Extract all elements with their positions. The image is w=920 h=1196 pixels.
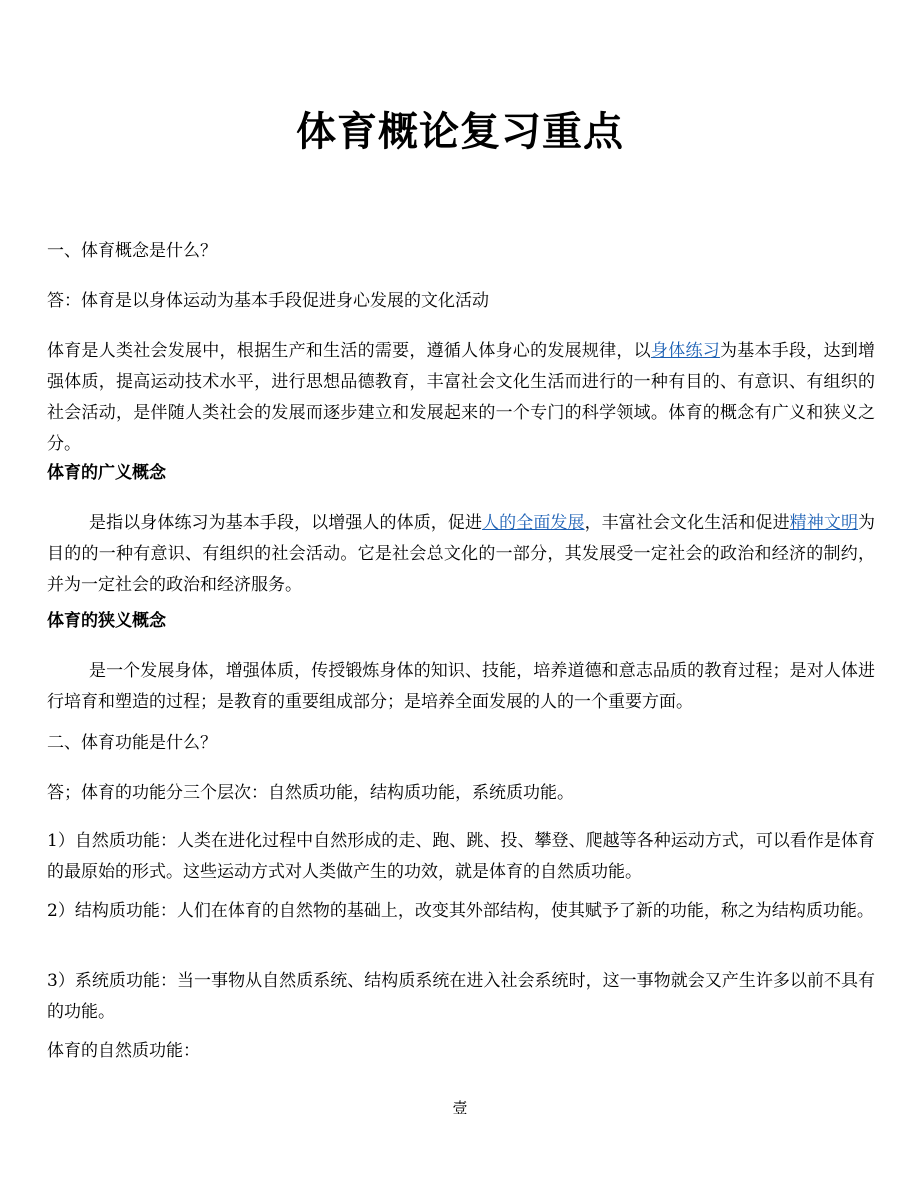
link-all-round-development[interactable]: 人的全面发展: [482, 513, 585, 533]
answer-1: 答：体育是以身体运动为基本手段促进身心发展的文化活动: [47, 291, 489, 311]
document-title: 体育概论复习重点: [296, 108, 624, 155]
answer-2: 答；体育的功能分三个层次：自然质功能，结构质功能，系统质功能。: [47, 783, 574, 803]
page-number: 壹: [452, 1099, 468, 1117]
question-2: 二、体育功能是什么？: [47, 733, 217, 753]
paragraph-text: 体育是人类社会发展中，根据生产和生活的需要，遵循人体身心的发展规律，以: [47, 341, 651, 361]
question-1: 一、体育概念是什么？: [47, 241, 217, 261]
paragraph-text: ，丰富社会文化生活和促进: [584, 513, 790, 533]
paragraph-definition: [47, 336, 875, 460]
paragraph-text: 为基本手段，达到增强体质，提高运动技术水平，进行思想品德教育，丰富社会文化生活而进行的一种有目的、有意识、有组织的社会活动，是伴随人类社会的发展而逐步建立和发展起来的一个专门的科学领域。体育的概念有广义和狭义之分。: [47, 341, 876, 454]
function-structural: 2）结构质功能：人们在体育的自然物的基础上，改变其外部结构，使其赋予了新的功能，称之为结构质功能。: [47, 901, 874, 921]
paragraph-broad-concept: [47, 508, 875, 601]
function-natural: 1）自然质功能：人类在进化过程中自然形成的走、跑、跳、投、攀登、爬越等各种运动方式，可以看作是体育的最原始的形式。这些运动方式对人类做产生的功效，就是体育的自然质功能。: [47, 831, 875, 882]
function-systemic: 3）系统质功能：当一事物从自然质系统、结构质系统在进入社会系统时，这一事物就会又产生许多以前不具有的功能。: [47, 971, 875, 1022]
link-spiritual-civilization[interactable]: 精神文明: [789, 513, 859, 533]
link-physical-exercise[interactable]: 身体练习: [650, 341, 720, 361]
heading-broad-concept: 体育的广义概念: [47, 463, 166, 483]
paragraph-text: 为目的的一种有意识、有组织的社会活动。它是社会总文化的一部分，其发展受一定社会的政治和经济的制约，并为一定社会的政治和经济服务。: [47, 513, 876, 595]
heading-natural-function: 体育的自然质功能：: [47, 1041, 200, 1061]
paragraph-text: 是指以身体练习为基本手段，以增强人的体质，促进: [89, 513, 483, 533]
heading-narrow-concept: 体育的狭义概念: [47, 611, 166, 631]
paragraph-narrow-concept: 是一个发展身体，增强体质，传授锻炼身体的知识、技能，培养道德和意志品质的教育过程；是对人体进行培育和塑造的过程；是教育的重要组成部分；是培养全面发展的人的一个重要方面。: [47, 661, 875, 712]
